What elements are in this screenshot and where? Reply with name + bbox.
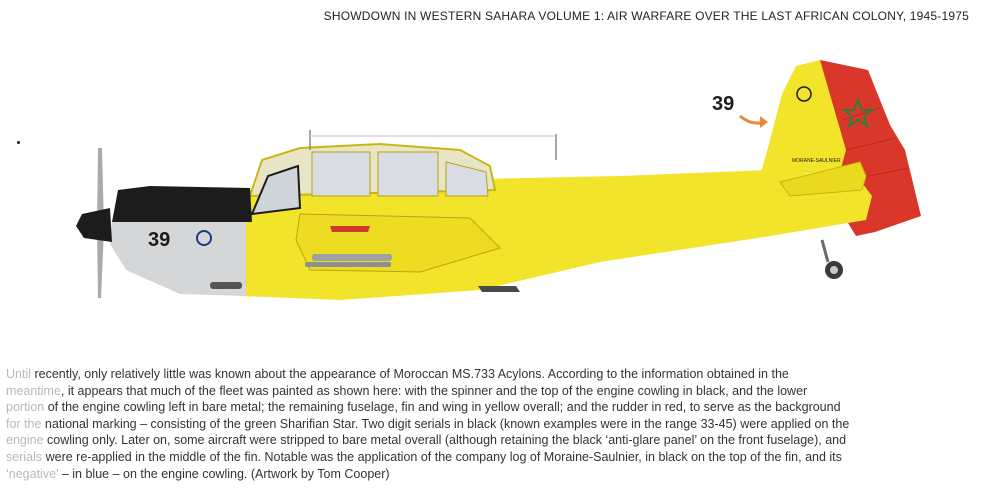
aircraft-artwork (0, 40, 981, 360)
caption-line: for the national marking – consisting of the green Sharifian Star. Two digit serials in black (known examples were in the range 33-45) were applied on the (6, 416, 850, 431)
caption-line: serials were re-applied in the middle of the fin. Notable was the application of the company log of Moraine-Saulnier, in black on the top of the fin, and its (6, 449, 842, 464)
spinner (76, 208, 112, 242)
caption-line: engine cowling only. Later on, some aircraft were stripped to bare metal overall (although retaining the black ‘anti-glare panel’ on the front fuselage), and (6, 433, 847, 448)
cowling-top (112, 186, 252, 222)
fin-callout-serial: 39 (712, 93, 735, 115)
caption-line: portion of the engine cowling left in bare metal; the remaining fuselage, fin and wing in yellow overall; and the rudder in red, to serve as the background (6, 400, 841, 415)
caption-text (6, 366, 974, 482)
caption-line: meantime, it appears that much of the fleet was painted as shown here: with the spinner and the top of the engine cowling in black, and the lower (6, 383, 808, 398)
fin-logo-text: MORANE-SAULNIER (792, 158, 841, 164)
page-header: SHOWDOWN IN WESTERN SAHARA VOLUME 1: AIR WARFARE OVER THE LAST AFRICAN COLONY, 1945-1975 (323, 9, 969, 23)
caption-line: ‘negative’ – in blue – on the engine cowling. (Artwork by Tom Cooper) (6, 466, 390, 481)
caption-line: Until recently, only relatively little was known about the appearance of Moroccan MS.733 Acylons. According to the information obtained in the (6, 367, 789, 381)
nose-serial: 39 (148, 229, 171, 251)
